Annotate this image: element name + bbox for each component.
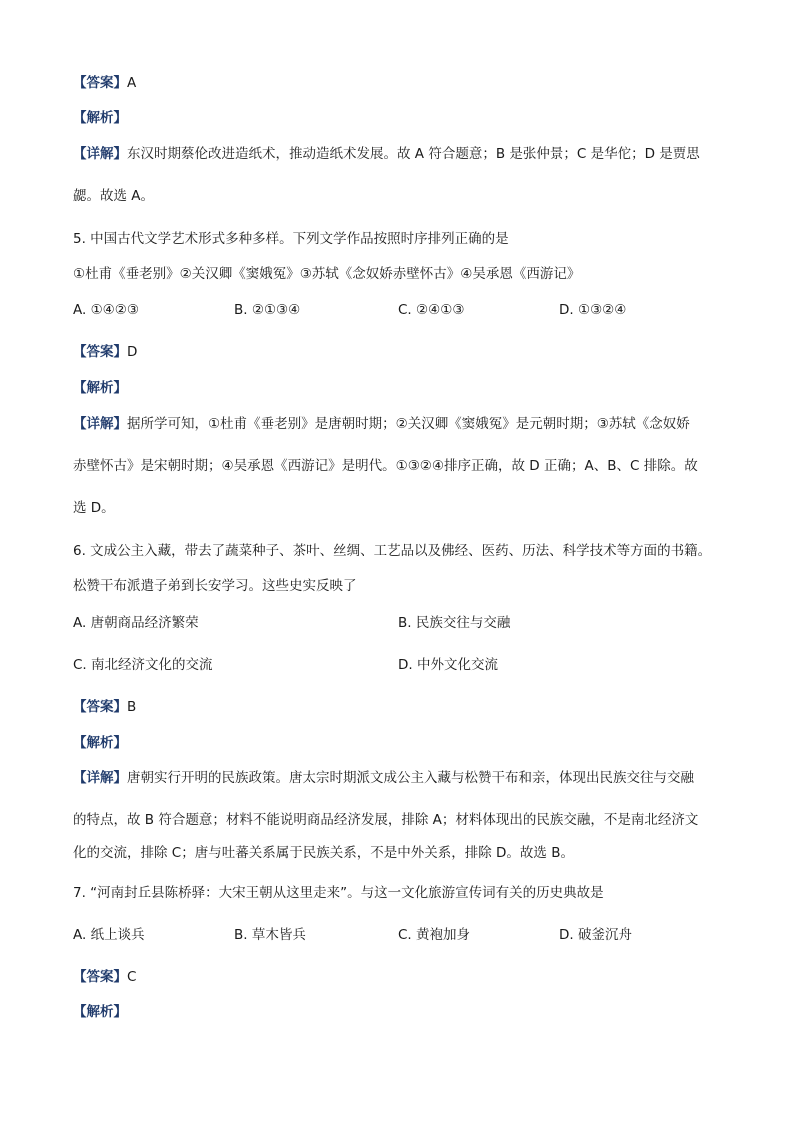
option-a: A. 唐朝商品经济繁荣 — [73, 615, 199, 631]
option-b: B. 民族交往与交融 — [398, 615, 511, 631]
q5-detail-line-3: 选 D。 — [73, 500, 115, 516]
q5-detail-line-1 — [73, 414, 690, 434]
option-b: B. 草木皆兵 — [234, 927, 306, 943]
q4-answer — [73, 73, 136, 93]
answer-tag: 【答案】 — [73, 969, 127, 985]
answer-value: A — [127, 75, 137, 91]
answer-tag: 【答案】 — [73, 699, 127, 715]
q5-options — [73, 300, 733, 320]
option-b: B. ②①③④ — [234, 302, 301, 318]
option-d: D. 中外文化交流 — [398, 657, 498, 673]
option-c: C. ②④①③ — [398, 302, 465, 318]
analysis-tag: 【解析】 — [73, 1004, 127, 1020]
q6-detail-line-2: 的特点，故 B 符合题意；材料不能说明商品经济发展，排除 A；材料体现出的民族交融，不是南北经济文 — [73, 812, 699, 828]
q7-answer — [73, 967, 136, 987]
q6-stem-line-1: 6. 文成公主入藏，带去了蔬菜种子、茶叶、丝绸、工艺品以及佛经、医药、历法、科学技术等方面的书籍。 — [73, 543, 712, 559]
option-d: D. ①③②④ — [559, 302, 627, 318]
analysis-tag: 【解析】 — [73, 735, 127, 751]
q6-options-row-1 — [73, 613, 733, 633]
q6-answer — [73, 697, 136, 717]
q5-items: ①杜甫《垂老别》②关汉卿《窦娥冤》③苏轼《念奴娇赤壁怀古》④吴承恩《西游记》 — [73, 266, 581, 282]
q6-analysis — [73, 733, 127, 753]
answer-value: C — [127, 969, 137, 985]
q7-options — [73, 925, 733, 945]
q5-analysis — [73, 378, 127, 398]
option-d: D. 破釜沉舟 — [559, 927, 632, 943]
q6-detail-line-3: 化的交流，排除 C；唐与吐蕃关系属于民族关系，不是中外关系，排除 D。故选 B。 — [73, 845, 574, 861]
option-c: C. 南北经济文化的交流 — [73, 657, 213, 673]
option-c: C. 黄袍加身 — [398, 927, 471, 943]
answer-value: D — [127, 344, 138, 360]
q4-detail-line-1 — [73, 144, 700, 164]
option-a: A. ①④②③ — [73, 302, 139, 318]
q4-analysis — [73, 108, 127, 128]
detail-text: 东汉时期蔡伦改进造纸术，推动造纸术发展。故 A 符合题意；B 是张仲景；C 是华佗；D 是贾思 — [127, 146, 700, 162]
detail-tag: 【详解】 — [73, 146, 127, 162]
q6-stem-line-2: 松赞干布派遣子弟到长安学习。这些史实反映了 — [73, 578, 357, 594]
answer-tag: 【答案】 — [73, 75, 127, 91]
analysis-tag: 【解析】 — [73, 110, 127, 126]
option-a: A. 纸上谈兵 — [73, 927, 145, 943]
detail-tag: 【详解】 — [73, 416, 127, 432]
q5-stem: 5. 中国古代文学艺术形式多种多样。下列文学作品按照时序排列正确的是 — [73, 231, 509, 247]
q5-answer — [73, 342, 137, 362]
q4-detail-line-2: 勰。故选 A。 — [73, 188, 155, 204]
q6-options-row-2 — [73, 655, 733, 675]
q7-stem: 7. “河南封丘县陈桥驿：大宋王朝从这里走来”。与这一文化旅游宣传词有关的历史典故是 — [73, 885, 604, 901]
detail-text: 据所学可知，①杜甫《垂老别》是唐朝时期；②关汉卿《窦娥冤》是元朝时期；③苏轼《念奴娇 — [127, 416, 690, 432]
q7-analysis — [73, 1002, 127, 1022]
detail-text: 唐朝实行开明的民族政策。唐太宗时期派文成公主入藏与松赞干布和亲，体现出民族交往与交融 — [127, 770, 694, 786]
answer-value: B — [127, 699, 137, 715]
detail-tag: 【详解】 — [73, 770, 127, 786]
answer-tag: 【答案】 — [73, 344, 127, 360]
q6-detail-line-1 — [73, 768, 694, 788]
analysis-tag: 【解析】 — [73, 380, 127, 396]
q5-detail-line-2: 赤壁怀古》是宋朝时期；④吴承恩《西游记》是明代。①③②④排序正确，故 D 正确；A、B、C 排除。故 — [73, 458, 698, 474]
